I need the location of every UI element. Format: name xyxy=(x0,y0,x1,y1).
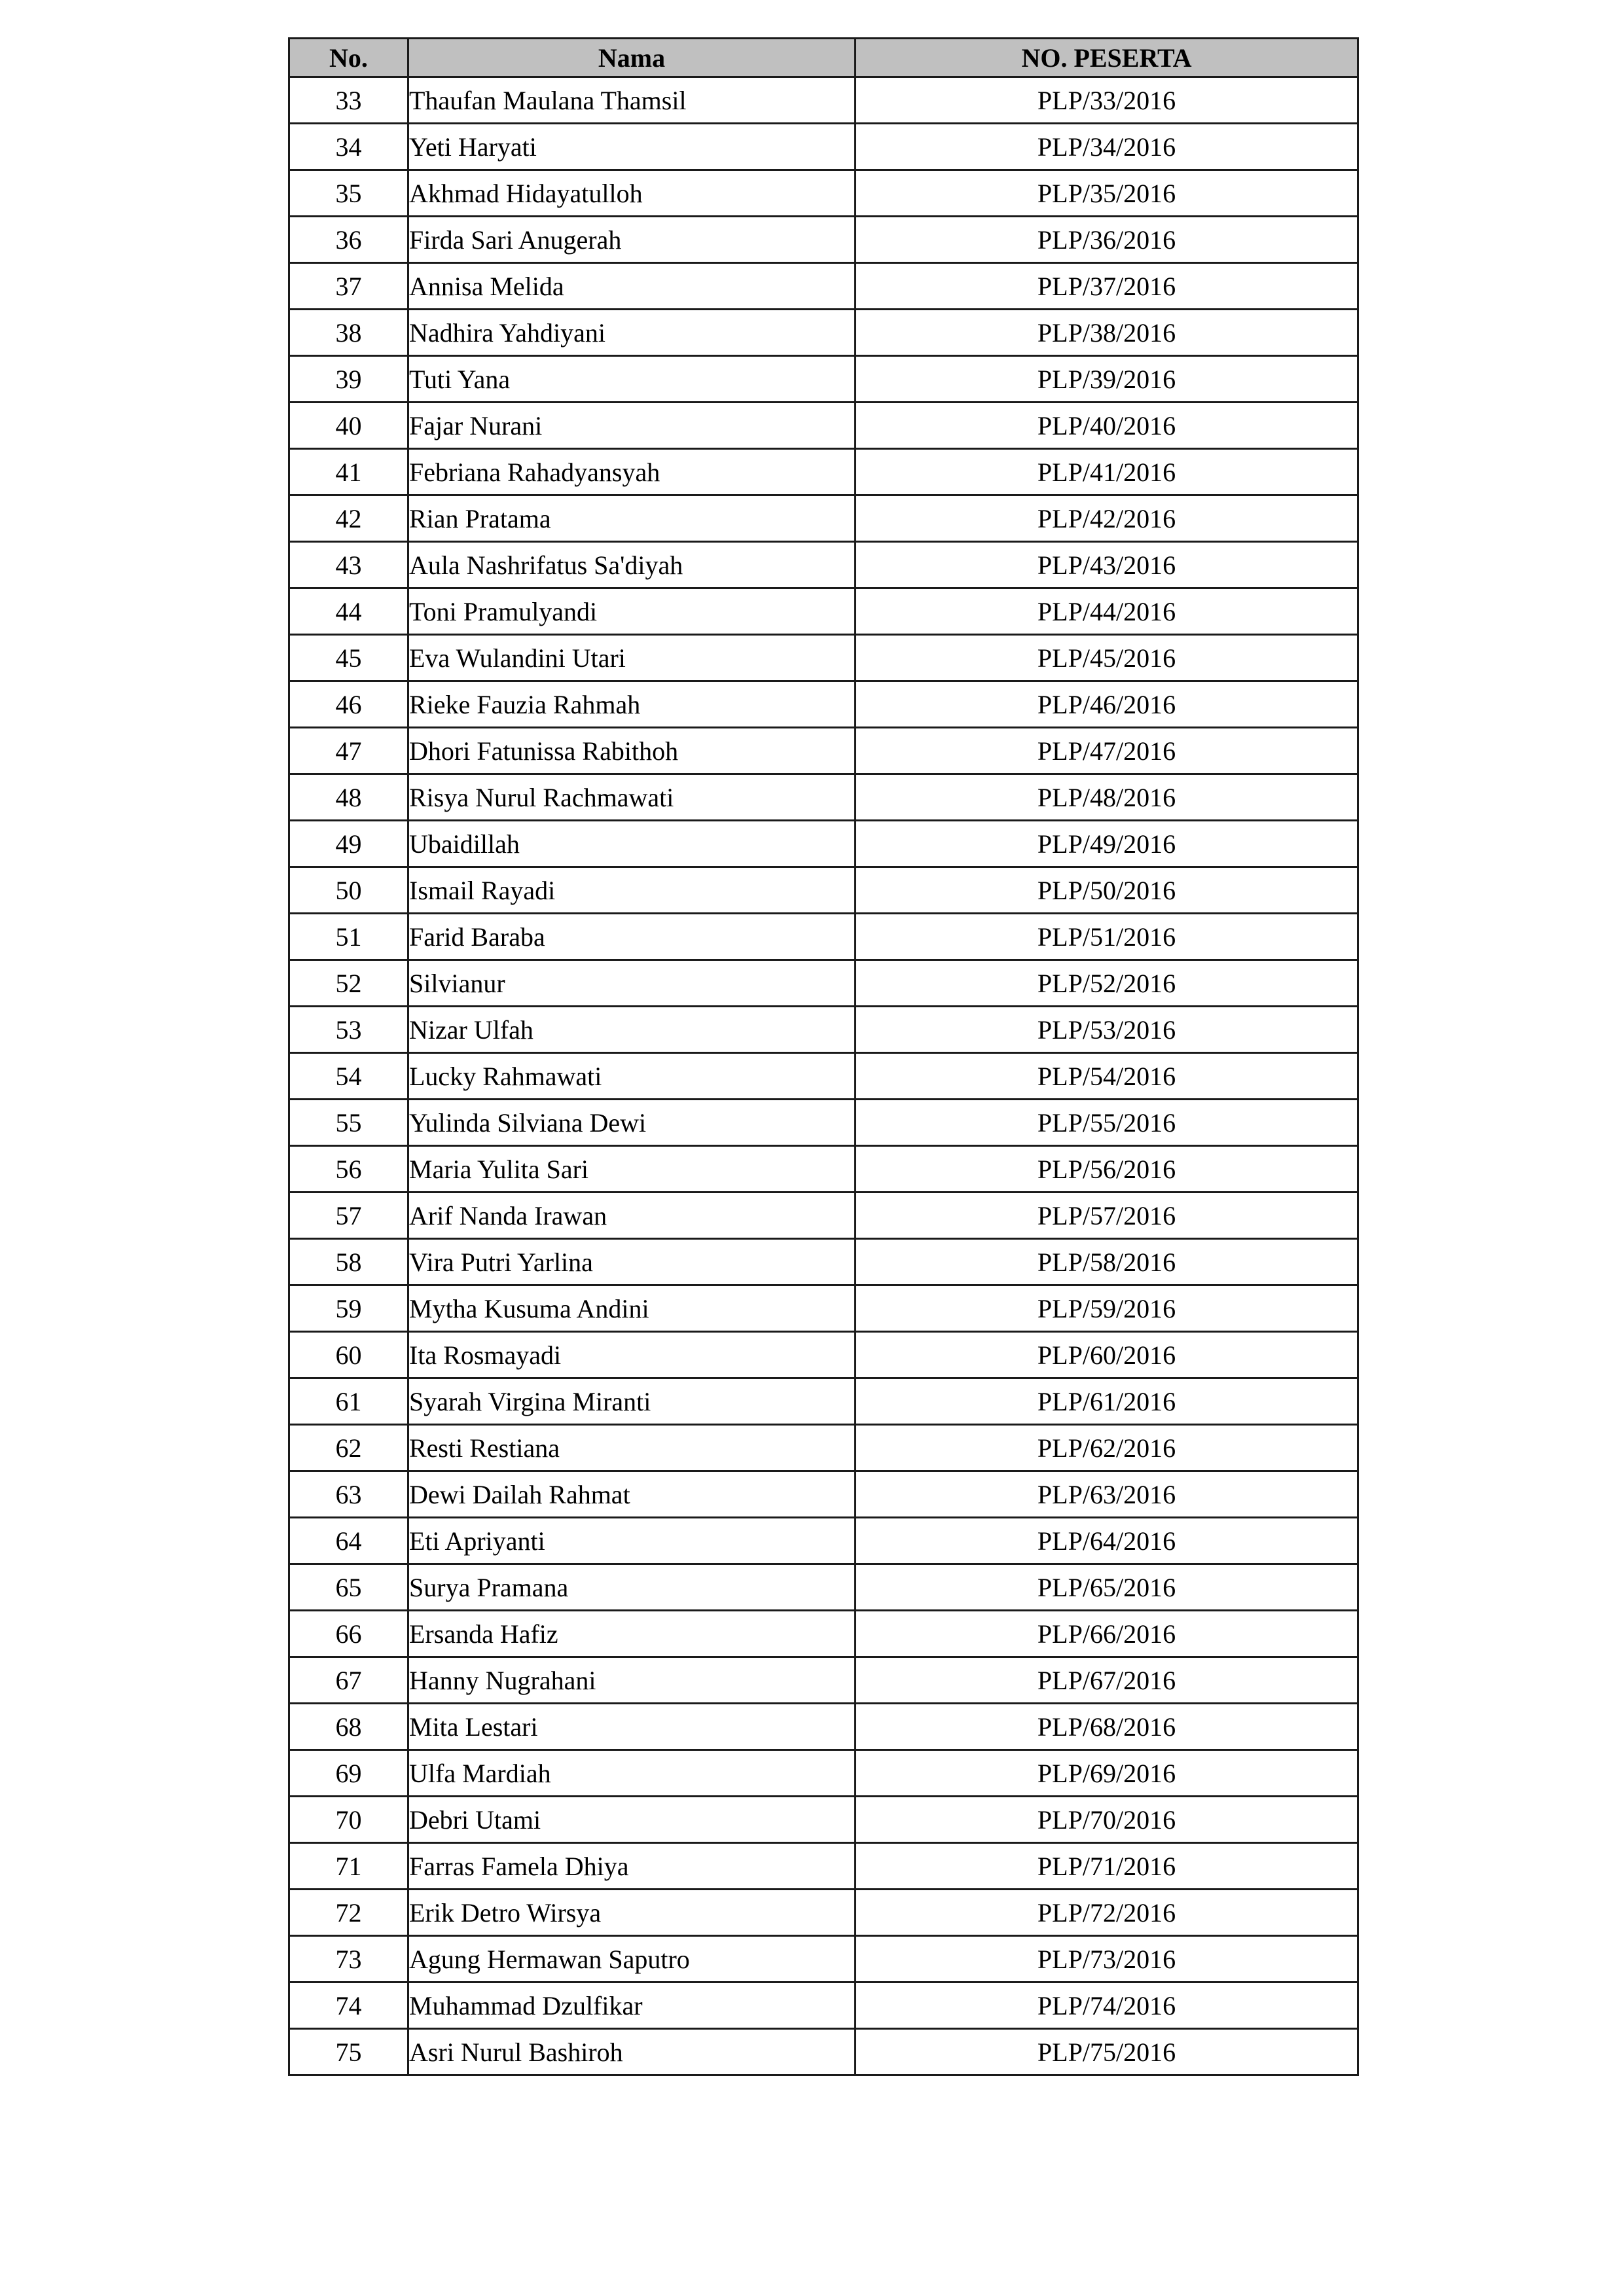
table-row xyxy=(289,1007,1358,1053)
header-nama: Nama xyxy=(408,39,856,77)
table-row xyxy=(289,449,1358,495)
table-row xyxy=(289,1146,1358,1193)
participant-number: PLP/67/2016 xyxy=(856,1657,1358,1704)
participant-number: PLP/52/2016 xyxy=(856,960,1358,1007)
participant-number: PLP/69/2016 xyxy=(856,1750,1358,1797)
participant-number: PLP/37/2016 xyxy=(856,263,1358,310)
participant-number: PLP/40/2016 xyxy=(856,403,1358,449)
table-row xyxy=(289,1750,1358,1797)
participant-number: PLP/54/2016 xyxy=(856,1053,1358,1100)
participant-number: PLP/55/2016 xyxy=(856,1100,1358,1146)
row-number: 51 xyxy=(289,914,408,960)
row-number: 64 xyxy=(289,1518,408,1564)
row-number: 71 xyxy=(289,1843,408,1890)
table-row xyxy=(289,1518,1358,1564)
table-header-row xyxy=(289,39,1358,77)
participant-name: Ersanda Hafiz xyxy=(408,1611,856,1657)
participant-number: PLP/62/2016 xyxy=(856,1425,1358,1471)
participant-name: Arif Nanda Irawan xyxy=(408,1193,856,1239)
participant-name: Syarah Virgina Miranti xyxy=(408,1378,856,1425)
participant-name: Hanny Nugrahani xyxy=(408,1657,856,1704)
row-number: 47 xyxy=(289,728,408,774)
participant-number: PLP/43/2016 xyxy=(856,542,1358,588)
participant-name: Lucky Rahmawati xyxy=(408,1053,856,1100)
table-row xyxy=(289,728,1358,774)
participant-number: PLP/64/2016 xyxy=(856,1518,1358,1564)
participant-name: Aula Nashrifatus Sa'diyah xyxy=(408,542,856,588)
table-row xyxy=(289,960,1358,1007)
row-number: 54 xyxy=(289,1053,408,1100)
row-number: 43 xyxy=(289,542,408,588)
participant-name: Agung Hermawan Saputro xyxy=(408,1936,856,1982)
table-row xyxy=(289,77,1358,124)
participant-number: PLP/75/2016 xyxy=(856,2029,1358,2075)
participant-name: Annisa Melida xyxy=(408,263,856,310)
row-number: 69 xyxy=(289,1750,408,1797)
participant-number: PLP/44/2016 xyxy=(856,588,1358,635)
row-number: 41 xyxy=(289,449,408,495)
row-number: 50 xyxy=(289,867,408,914)
row-number: 58 xyxy=(289,1239,408,1285)
participant-name: Thaufan Maulana Thamsil xyxy=(408,77,856,124)
table-row xyxy=(289,635,1358,681)
row-number: 59 xyxy=(289,1285,408,1332)
participant-name: Rian Pratama xyxy=(408,495,856,542)
participant-number: PLP/73/2016 xyxy=(856,1936,1358,1982)
row-number: 57 xyxy=(289,1193,408,1239)
header-no-peserta: NO. PESERTA xyxy=(856,39,1358,77)
table-row xyxy=(289,1471,1358,1518)
participant-name: Firda Sari Anugerah xyxy=(408,217,856,263)
participant-name: Silvianur xyxy=(408,960,856,1007)
table-row xyxy=(289,1704,1358,1750)
participant-number: PLP/36/2016 xyxy=(856,217,1358,263)
participants-table xyxy=(288,37,1359,2076)
participant-number: PLP/34/2016 xyxy=(856,124,1358,170)
row-number: 44 xyxy=(289,588,408,635)
row-number: 42 xyxy=(289,495,408,542)
table-row xyxy=(289,1564,1358,1611)
row-number: 63 xyxy=(289,1471,408,1518)
participant-number: PLP/46/2016 xyxy=(856,681,1358,728)
table-row xyxy=(289,1797,1358,1843)
table-row xyxy=(289,1425,1358,1471)
participant-number: PLP/53/2016 xyxy=(856,1007,1358,1053)
participant-number: PLP/51/2016 xyxy=(856,914,1358,960)
row-number: 65 xyxy=(289,1564,408,1611)
row-number: 67 xyxy=(289,1657,408,1704)
participant-name: Resti Restiana xyxy=(408,1425,856,1471)
table-row xyxy=(289,1332,1358,1378)
participant-name: Farid Baraba xyxy=(408,914,856,960)
table-row xyxy=(289,217,1358,263)
participant-number: PLP/38/2016 xyxy=(856,310,1358,356)
participant-name: Akhmad Hidayatulloh xyxy=(408,170,856,217)
row-number: 33 xyxy=(289,77,408,124)
participant-name: Mytha Kusuma Andini xyxy=(408,1285,856,1332)
participant-number: PLP/59/2016 xyxy=(856,1285,1358,1332)
participant-name: Maria Yulita Sari xyxy=(408,1146,856,1193)
table-row xyxy=(289,1100,1358,1146)
participant-number: PLP/58/2016 xyxy=(856,1239,1358,1285)
participant-name: Ubaidillah xyxy=(408,821,856,867)
table-row xyxy=(289,1936,1358,1982)
table-row xyxy=(289,542,1358,588)
table-row xyxy=(289,681,1358,728)
table-row xyxy=(289,310,1358,356)
table-row xyxy=(289,588,1358,635)
row-number: 66 xyxy=(289,1611,408,1657)
participant-name: Debri Utami xyxy=(408,1797,856,1843)
row-number: 40 xyxy=(289,403,408,449)
row-number: 55 xyxy=(289,1100,408,1146)
row-number: 52 xyxy=(289,960,408,1007)
table-row xyxy=(289,356,1358,403)
row-number: 74 xyxy=(289,1982,408,2029)
participant-name: Farras Famela Dhiya xyxy=(408,1843,856,1890)
participant-name: Rieke Fauzia Rahmah xyxy=(408,681,856,728)
participant-name: Erik Detro Wirsya xyxy=(408,1890,856,1936)
table-row xyxy=(289,867,1358,914)
row-number: 61 xyxy=(289,1378,408,1425)
participant-name: Toni Pramulyandi xyxy=(408,588,856,635)
participant-number: PLP/49/2016 xyxy=(856,821,1358,867)
participant-number: PLP/47/2016 xyxy=(856,728,1358,774)
participant-name: Asri Nurul Bashiroh xyxy=(408,2029,856,2075)
table-row xyxy=(289,2029,1358,2075)
table-row xyxy=(289,1053,1358,1100)
participant-name: Surya Pramana xyxy=(408,1564,856,1611)
table-body xyxy=(289,77,1358,2075)
participant-name: Ulfa Mardiah xyxy=(408,1750,856,1797)
header-no: No. xyxy=(289,39,408,77)
participant-number: PLP/66/2016 xyxy=(856,1611,1358,1657)
table-row xyxy=(289,774,1358,821)
participant-number: PLP/57/2016 xyxy=(856,1193,1358,1239)
participant-name: Nizar Ulfah xyxy=(408,1007,856,1053)
table-row xyxy=(289,1982,1358,2029)
row-number: 39 xyxy=(289,356,408,403)
participant-number: PLP/70/2016 xyxy=(856,1797,1358,1843)
participant-number: PLP/48/2016 xyxy=(856,774,1358,821)
participant-name: Eva Wulandini Utari xyxy=(408,635,856,681)
participant-name: Yeti Haryati xyxy=(408,124,856,170)
row-number: 36 xyxy=(289,217,408,263)
table-row xyxy=(289,403,1358,449)
table-row xyxy=(289,1193,1358,1239)
row-number: 37 xyxy=(289,263,408,310)
table-row xyxy=(289,124,1358,170)
row-number: 75 xyxy=(289,2029,408,2075)
participant-name: Dewi Dailah Rahmat xyxy=(408,1471,856,1518)
participant-number: PLP/45/2016 xyxy=(856,635,1358,681)
participant-name: Febriana Rahadyansyah xyxy=(408,449,856,495)
table-row xyxy=(289,1611,1358,1657)
table-row xyxy=(289,1239,1358,1285)
participant-name: Ita Rosmayadi xyxy=(408,1332,856,1378)
participant-name: Yulinda Silviana Dewi xyxy=(408,1100,856,1146)
participant-name: Ismail Rayadi xyxy=(408,867,856,914)
participant-number: PLP/35/2016 xyxy=(856,170,1358,217)
row-number: 56 xyxy=(289,1146,408,1193)
participant-name: Tuti Yana xyxy=(408,356,856,403)
participant-name: Eti Apriyanti xyxy=(408,1518,856,1564)
participant-number: PLP/42/2016 xyxy=(856,495,1358,542)
participant-number: PLP/63/2016 xyxy=(856,1471,1358,1518)
row-number: 53 xyxy=(289,1007,408,1053)
participant-number: PLP/65/2016 xyxy=(856,1564,1358,1611)
participant-number: PLP/60/2016 xyxy=(856,1332,1358,1378)
row-number: 49 xyxy=(289,821,408,867)
row-number: 35 xyxy=(289,170,408,217)
participant-name: Nadhira Yahdiyani xyxy=(408,310,856,356)
participant-number: PLP/61/2016 xyxy=(856,1378,1358,1425)
table-row xyxy=(289,821,1358,867)
row-number: 48 xyxy=(289,774,408,821)
row-number: 62 xyxy=(289,1425,408,1471)
row-number: 60 xyxy=(289,1332,408,1378)
table-row xyxy=(289,1890,1358,1936)
participant-number: PLP/72/2016 xyxy=(856,1890,1358,1936)
row-number: 45 xyxy=(289,635,408,681)
row-number: 73 xyxy=(289,1936,408,1982)
table-row xyxy=(289,1843,1358,1890)
table-row xyxy=(289,914,1358,960)
participant-name: Fajar Nurani xyxy=(408,403,856,449)
row-number: 68 xyxy=(289,1704,408,1750)
participant-number: PLP/41/2016 xyxy=(856,449,1358,495)
table-row xyxy=(289,170,1358,217)
participant-number: PLP/56/2016 xyxy=(856,1146,1358,1193)
participant-name: Dhori Fatunissa Rabithoh xyxy=(408,728,856,774)
table-row xyxy=(289,1378,1358,1425)
table-row xyxy=(289,1657,1358,1704)
participant-number: PLP/39/2016 xyxy=(856,356,1358,403)
participant-number: PLP/68/2016 xyxy=(856,1704,1358,1750)
participant-name: Vira Putri Yarlina xyxy=(408,1239,856,1285)
row-number: 34 xyxy=(289,124,408,170)
row-number: 38 xyxy=(289,310,408,356)
table-row xyxy=(289,495,1358,542)
row-number: 46 xyxy=(289,681,408,728)
participant-name: Risya Nurul Rachmawati xyxy=(408,774,856,821)
participant-name: Mita Lestari xyxy=(408,1704,856,1750)
table-row xyxy=(289,1285,1358,1332)
row-number: 72 xyxy=(289,1890,408,1936)
participant-number: PLP/50/2016 xyxy=(856,867,1358,914)
participant-number: PLP/71/2016 xyxy=(856,1843,1358,1890)
participant-number: PLP/33/2016 xyxy=(856,77,1358,124)
participant-name: Muhammad Dzulfikar xyxy=(408,1982,856,2029)
participant-number: PLP/74/2016 xyxy=(856,1982,1358,2029)
row-number: 70 xyxy=(289,1797,408,1843)
table-row xyxy=(289,263,1358,310)
